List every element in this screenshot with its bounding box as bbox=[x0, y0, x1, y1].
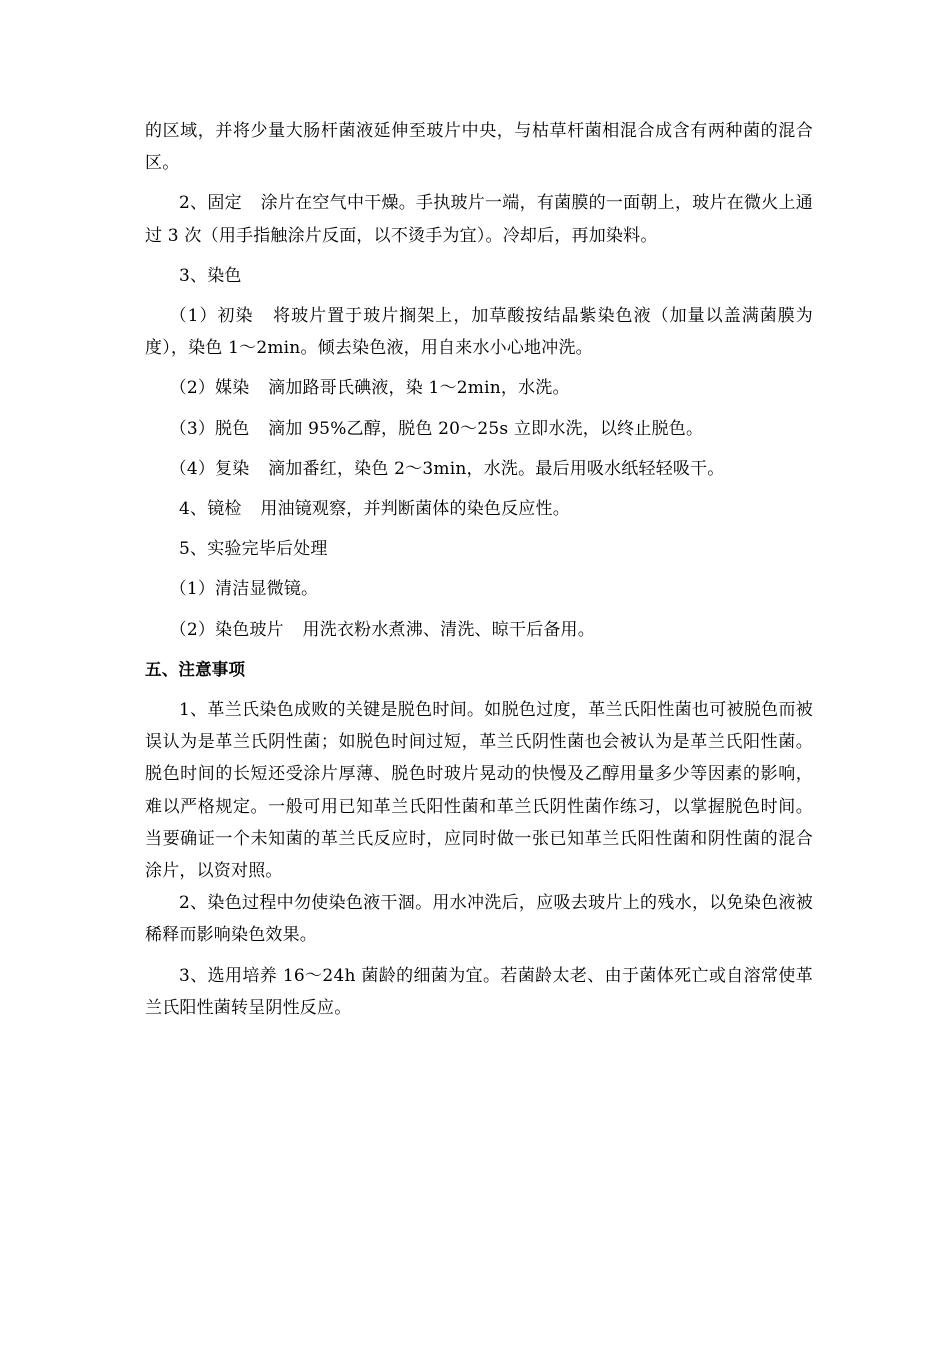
step-title: 2、固定 bbox=[179, 193, 242, 214]
step-title: 3、染色 bbox=[179, 265, 242, 286]
step-text: 涂片在空气中干燥。手执玻片一端，有菌膜的一面朝上，玻片在微火上通过 3 次（用手指触涂片反面，以不烫手为宜）。冷却后，再加染料。 bbox=[145, 193, 813, 246]
step-title: 4、镜检 bbox=[179, 499, 242, 520]
substep-title: （3）脱色 bbox=[169, 418, 250, 439]
substep-text: 将玻片置于玻片搁架上，加草酸按结晶紫染色液（加量以盖满菌膜为度），染色 1～2min。倾去染色液，用自来水小心地冲洗。 bbox=[145, 306, 813, 359]
substep-text: 用洗衣粉水煮沸、清洗、晾干后备用。 bbox=[302, 619, 595, 640]
step-fix bbox=[145, 187, 813, 251]
step-microscope bbox=[145, 493, 813, 525]
step-text: 用油镜观察，并判断菌体的染色反应性。 bbox=[260, 499, 570, 520]
note-item: 1、革兰氏染色成败的关键是脱色时间。如脱色过度，革兰氏阳性菌也可被脱色而被误认为是革兰氏阴性菌；如脱色时间过短，革兰氏阴性菌也会被认为是革兰氏阳性菌。脱色时间的长短还受涂片厚薄、脱色时玻片晃动的快慢及乙醇用量多少等因素的影响，难以严格规定。一般可用已知革兰氏阳性菌和革兰氏阴性菌作练习，以掌握脱色时间。当要确证一个未知菌的革兰氏反应时，应同时做一张已知革兰氏阳性菌和阴性菌的混合涂片，以资对照。 bbox=[145, 700, 813, 882]
substep-mordant bbox=[145, 372, 813, 404]
substep-text: 滴加 95%乙醇，脱色 20～25s 立即水洗，以终止脱色。 bbox=[268, 418, 704, 439]
substep-text: 滴加路哥氏碘液，染 1～2min，水洗。 bbox=[268, 378, 570, 399]
intro-paragraph: 的区域，并将少量大肠杆菌液延伸至玻片中央，与枯草杆菌相混合成含有两种菌的混合区。 bbox=[145, 121, 813, 174]
substep-counterstain bbox=[145, 453, 813, 485]
substep-title: （2）染色玻片 bbox=[169, 619, 284, 640]
section-heading-notes: 五、注意事项 bbox=[145, 659, 246, 679]
substep-initial-stain bbox=[145, 300, 813, 364]
note-item: 3、选用培养 16～24h 菌龄的细菌为宜。若菌龄太老、由于菌体死亡或自溶常使革兰氏阳性菌转呈阴性反应。 bbox=[145, 965, 813, 1018]
substep-title: （2）媒染 bbox=[169, 378, 250, 399]
note-item: 2、染色过程中勿使染色液干涸。用水冲洗后，应吸去玻片上的残水，以免染色液被稀释而影响染色效果。 bbox=[145, 893, 813, 946]
substep-title: （4）复染 bbox=[169, 458, 250, 479]
document-body bbox=[145, 115, 813, 1024]
substep-title: （1）初染 bbox=[169, 306, 254, 327]
substep-clean-slides bbox=[145, 614, 813, 646]
step-stain bbox=[145, 260, 813, 292]
step-cleanup bbox=[145, 533, 813, 565]
substep-decolorize bbox=[145, 413, 813, 445]
substep-clean-microscope bbox=[145, 573, 813, 605]
step-title: 5、实验完毕后处理 bbox=[179, 539, 328, 560]
substep-title: （1）清洁显微镜。 bbox=[169, 579, 319, 600]
substep-text: 滴加番红，染色 2～3min，水洗。最后用吸水纸轻轻吸干。 bbox=[268, 458, 725, 479]
